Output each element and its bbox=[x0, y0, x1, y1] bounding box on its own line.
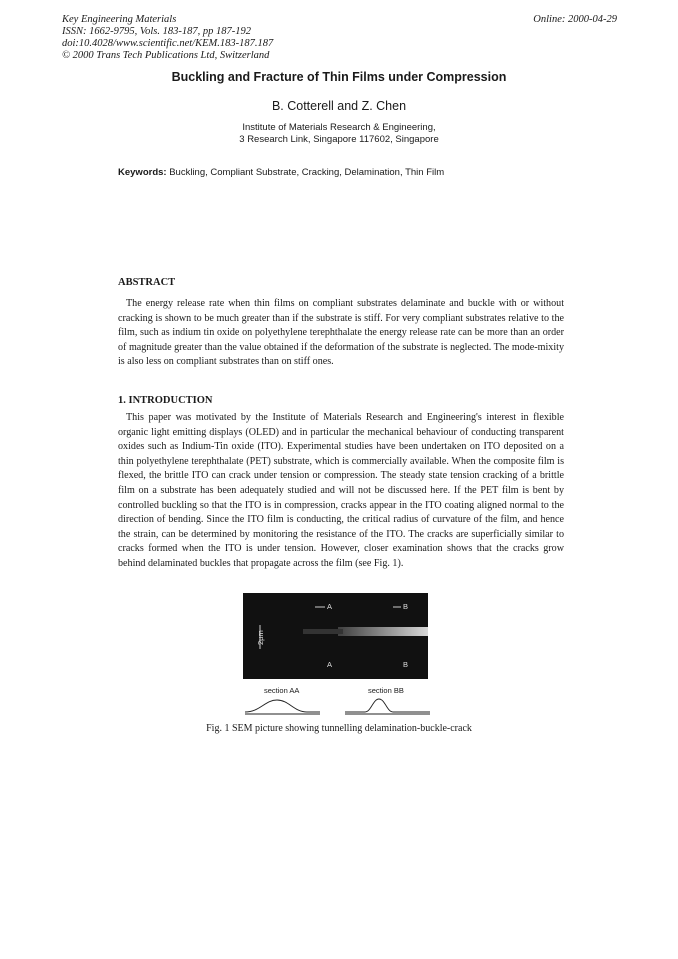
page-header bbox=[62, 14, 617, 62]
sem-figure bbox=[243, 593, 428, 679]
introduction-text: This paper was motivated by the Institute of Materials Research and Engineering's interest in flexible organic light emitting displays (OLED) and in particular the mechanical behaviour of conducting transparent oxides such as Indium-Tin oxide (ITO). Experimental studies have been undertaken on ITO deposited on a thin polyethylene terephthalate (PET) substrate, which is commercially available. When the composite film is flexed, the brittle ITO can crack under tension or compression. The steady state tension cracking of a brittle film on a substrate has been adequately studied and will not be discussed here. If the PET film is bent by controlled buckling so that the ITO is in compression, cracks appear in the ITO coating aligned normal to the direction of bending. Since the ITO film is conducting, the critical radius of curvature of the film, and hence the strain, can be determined by monitoring the resistance of the ITO. The cracks are superficially similar to cracks formed when the ITO is under tension. However, closer examination shows that the cracks grow behind delaminated buckles that propagate across the film (see Fig. 1). bbox=[118, 412, 564, 569]
section-aa-label: section AA bbox=[264, 686, 300, 695]
label-a-bottom: A bbox=[327, 660, 333, 669]
abstract-text: The energy release rate when thin films on compliant substrates delaminate and buckle with or without cracking is shown to be much greater than if the substrate is stiff. For very compliant substrates relative to the film, such as indium tin oxide on polyethylene terephthalate the energy release rate can be more than an order of magnitude greater than the value obtained if the deformation of the substrate is neglected. The mode-mixity is also less on compliant substrates than on stiff ones. bbox=[118, 298, 564, 368]
label-a-top: A bbox=[327, 602, 333, 611]
keywords-text: Buckling, Compliant Substrate, Cracking, Delamination, Thin Film bbox=[169, 167, 445, 178]
issn-line: ISSN: 1662-9795, Vols. 183-187, pp 187-192 bbox=[62, 26, 251, 37]
scale-label: 2µm bbox=[256, 630, 265, 645]
abstract-heading: ABSTRACT bbox=[118, 277, 176, 288]
figure-caption: Fig. 1 SEM picture showing tunnelling delamination-buckle-crack bbox=[206, 723, 472, 734]
buckle-band bbox=[303, 629, 343, 634]
label-b-top: B bbox=[403, 602, 409, 611]
keywords bbox=[118, 167, 444, 178]
paper-authors: B. Cotterell and Z. Chen bbox=[271, 99, 407, 113]
label-b-bottom: B bbox=[403, 660, 409, 669]
doi-line: doi:10.4028/www.scientific.net/KEM.183-187.187 bbox=[62, 38, 274, 49]
online-date: Online: 2000-04-29 bbox=[533, 14, 617, 25]
affiliation-line-2: 3 Research Link, Singapore 117602, Singapore bbox=[239, 134, 439, 145]
section-profiles bbox=[245, 696, 430, 718]
keywords-label: Keywords: bbox=[118, 167, 167, 178]
profile-aa bbox=[245, 700, 320, 712]
crack-band bbox=[338, 627, 428, 636]
sem-image bbox=[243, 593, 428, 679]
affiliation-line-1: Institute of Materials Research & Engineering, bbox=[242, 122, 436, 133]
paper-title: Buckling and Fracture of Thin Films under Compression bbox=[171, 70, 507, 84]
copyright-line: © 2000 Trans Tech Publications Ltd, Switzerland bbox=[62, 50, 270, 61]
introduction-heading: 1. INTRODUCTION bbox=[118, 395, 213, 406]
section-bb-label: section BB bbox=[368, 686, 404, 695]
profile-bb bbox=[345, 699, 430, 712]
journal-name: Key Engineering Materials bbox=[62, 14, 177, 25]
affiliation bbox=[0, 122, 678, 146]
